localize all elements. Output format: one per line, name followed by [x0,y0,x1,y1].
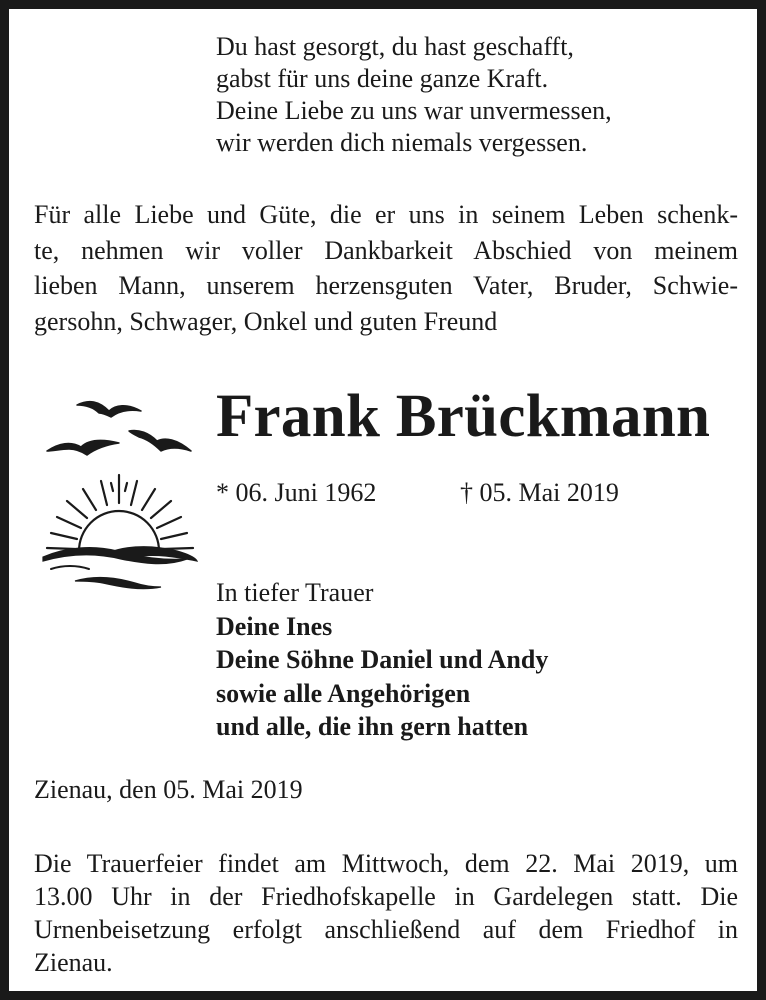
mourner-line: sowie alle Angehörigen [216,678,471,708]
sun-ray [157,517,181,528]
poem-line: gabst für uns deine ganze Kraft. [216,64,549,93]
bird-shape [47,440,119,455]
sun-ray [142,489,155,510]
mourner-line: Deine Ines [216,611,333,641]
intro-line: Für alle Liebe und Güte, die er uns in seinem Leben schenk- [34,200,738,229]
birth-date: * 06. Juni 1962 [216,478,377,507]
deceased-name: Frank Brückmann [216,383,711,450]
sun-ray [151,501,171,518]
mourning-intro: In tiefer Trauer [216,578,374,607]
sun-ray [57,517,81,528]
sun-ray [111,483,113,491]
sun-ray [67,501,87,518]
wave-line [51,566,89,569]
life-dates [216,477,736,509]
birds-and-sunset-icon [37,391,205,601]
sun-ray [83,489,96,510]
place-and-date: Zienau, den 05. Mai 2019 [34,775,303,804]
intro-paragraph [34,197,738,339]
poem-line: Deine Liebe zu uns war unvermessen, [216,96,612,125]
funeral-line: Urnenbeisetzung erfolgt anschließend auf dem Friedhof in [34,915,738,944]
intro-line: gersohn, Schwager, Onkel und guten Freund [34,306,498,336]
sun-ray [51,533,77,539]
memorial-poem [216,31,736,159]
mourner-line: Deine Söhne Daniel und Andy [216,645,549,674]
bird-shape [129,430,191,451]
funeral-line: Zienau. [34,948,113,977]
bird-shape [77,402,141,417]
sun-ray [161,533,187,539]
sun-ray [101,481,107,505]
mourners-block [216,576,736,744]
death-date: † 05. Mai 2019 [460,478,619,507]
funeral-line: Die Trauerfeier findet am Mittwoch, dem 22. Mai 2019, um [34,849,738,878]
sun-ray [125,483,127,491]
sun-arc [79,511,159,551]
funeral-notice [34,847,738,979]
funeral-line: 13.00 Uhr in der Friedhofskapelle in Gardelegen statt. Die [34,882,738,911]
poem-line: wir werden dich niemals vergessen. [216,128,588,157]
intro-line: te, nehmen wir voller Dankbarkeit Abschied von meinem [34,235,738,265]
wave-line [75,577,161,588]
intro-line: lieben Mann, unserem herzensguten Vater, Bruder, Schwie- [34,271,738,300]
mourner-line: und alle, die ihn gern hatten [216,712,529,741]
poem-line: Du hast gesorgt, du hast geschafft, [216,32,574,61]
sun-ray [131,481,137,505]
